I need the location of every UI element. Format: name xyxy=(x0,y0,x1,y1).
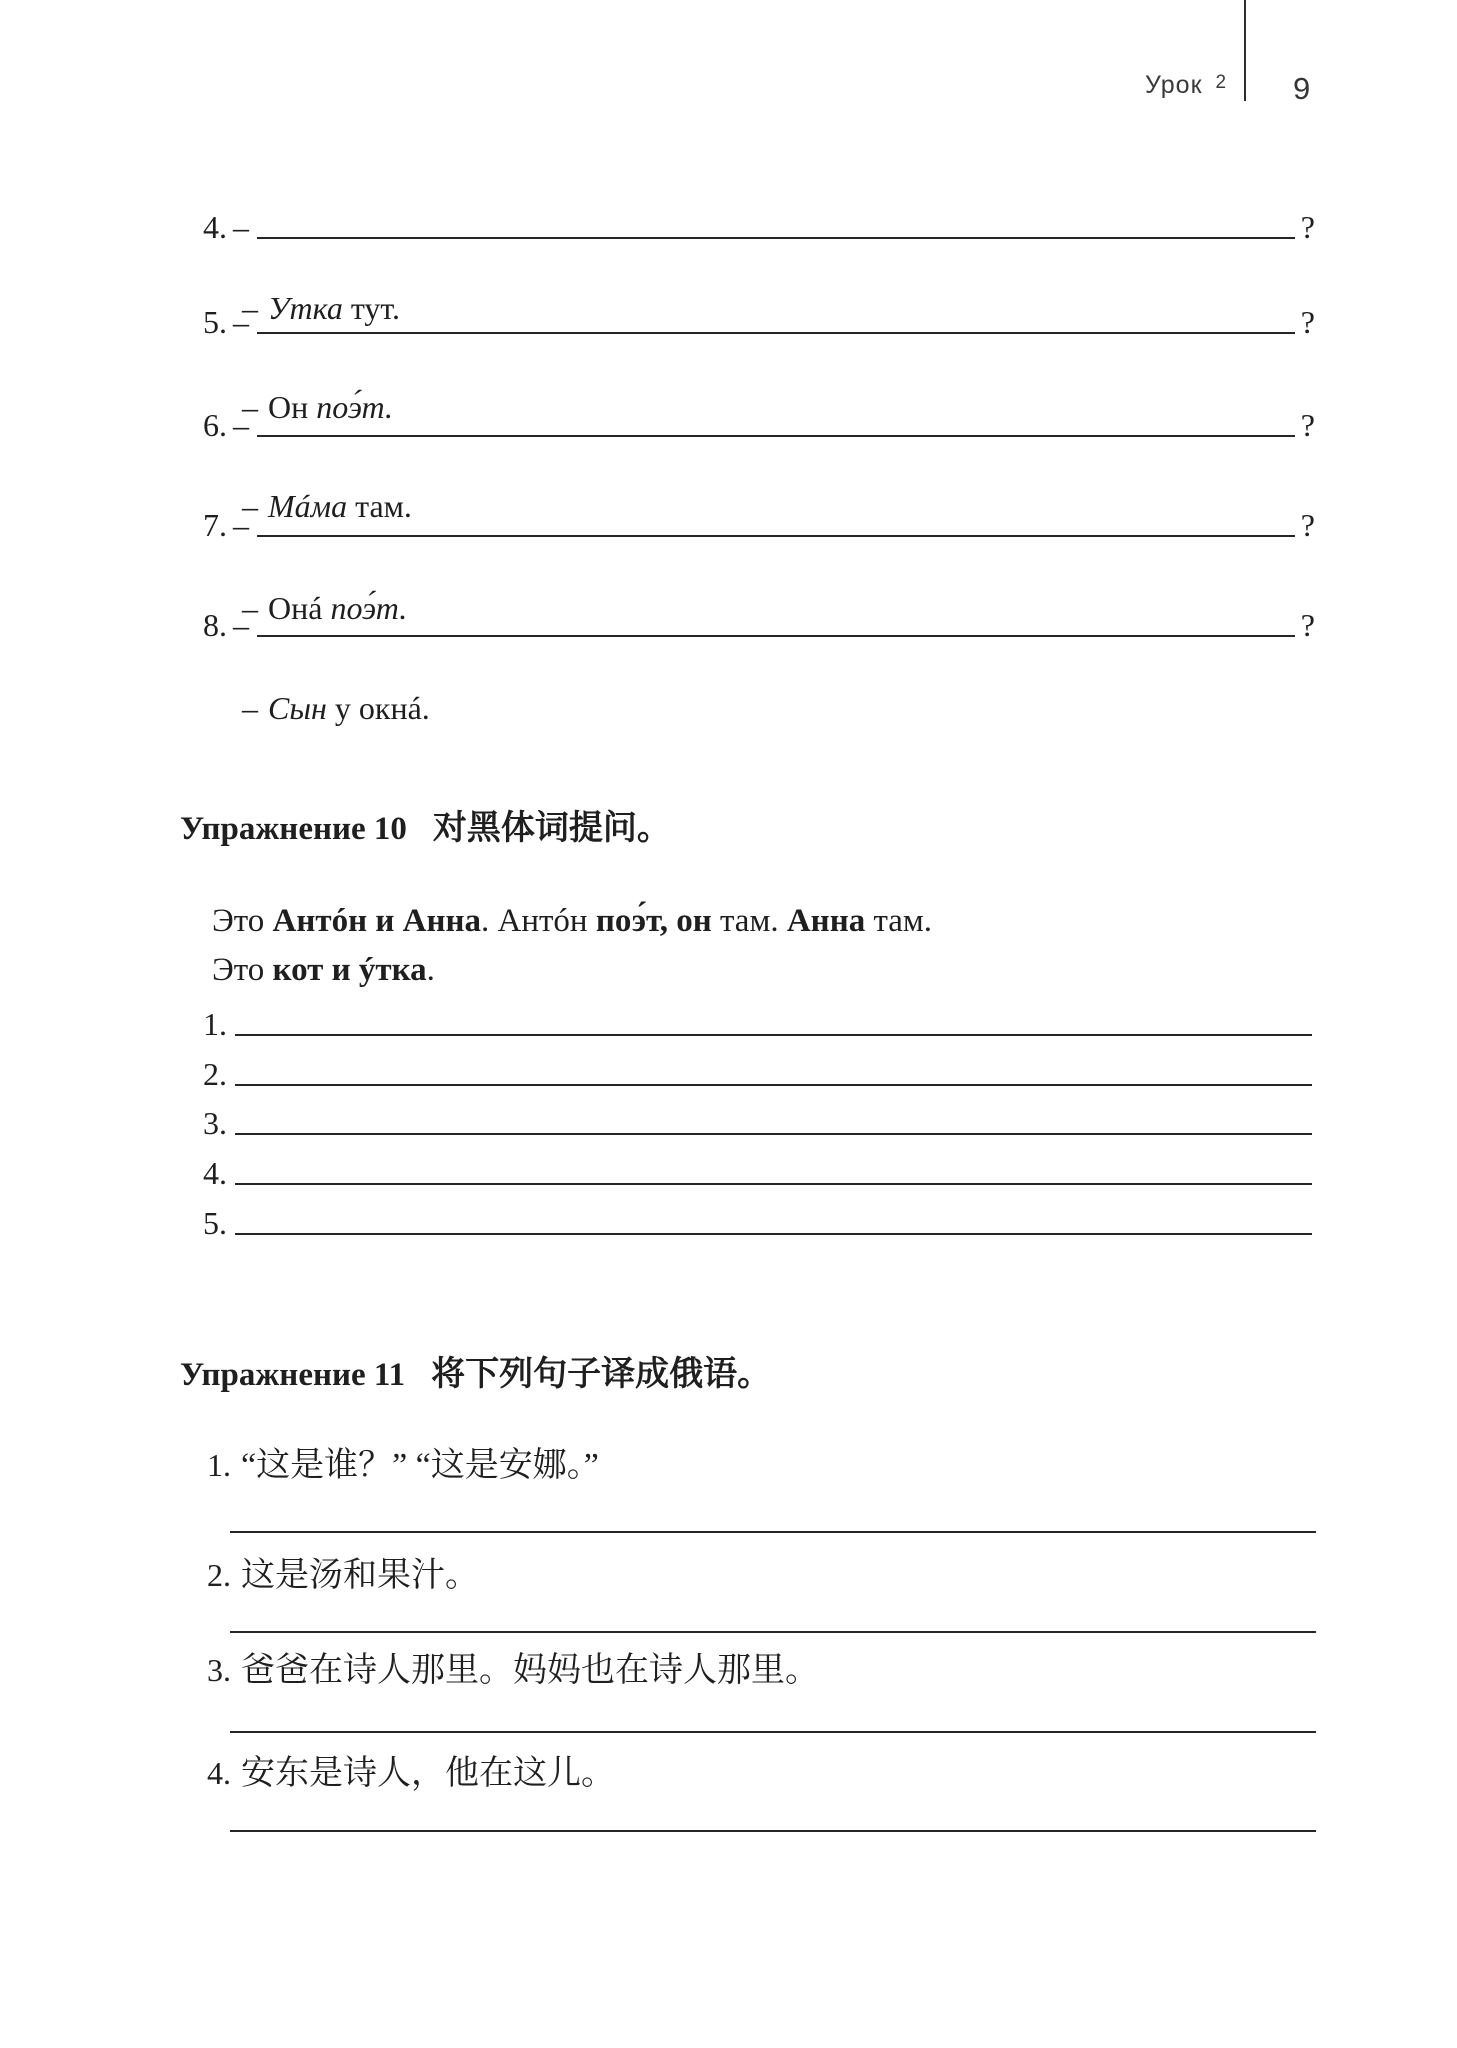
intro-text: . Антóн xyxy=(480,903,596,939)
item-number: 4. xyxy=(207,1755,231,1791)
dialogue-dash: – xyxy=(242,590,258,626)
item-number: 3. xyxy=(203,1105,227,1141)
answer-blank xyxy=(257,635,1295,637)
item-number: 8. xyxy=(203,607,227,643)
answer-row xyxy=(210,651,430,726)
numbered-blank-row xyxy=(203,1006,1316,1042)
dialogue-dash: – xyxy=(242,290,258,326)
intro-text: там. xyxy=(865,903,933,939)
question-mark: ? xyxy=(1300,507,1315,543)
translation-item xyxy=(207,1554,479,1596)
dialogue-dash: – xyxy=(233,304,249,340)
question-mark: ? xyxy=(1300,304,1315,340)
translation-item xyxy=(207,1649,819,1691)
lesson-number: 2 xyxy=(1215,72,1227,93)
answer-blank xyxy=(235,1183,1312,1185)
answer-blank xyxy=(230,1830,1316,1832)
dialogue-dash: – xyxy=(242,690,258,726)
answer-blank xyxy=(230,1631,1316,1633)
answer-row xyxy=(210,251,400,326)
header-divider xyxy=(1244,0,1246,101)
dialogue-dash: – xyxy=(233,607,249,643)
item-number: 5. xyxy=(203,304,227,340)
answer-text: поэ́т. xyxy=(316,389,393,425)
exercise10-heading xyxy=(180,800,671,847)
dialogue-dash: – xyxy=(242,389,258,425)
answer-text: Утка xyxy=(268,290,343,326)
question-blank-row xyxy=(203,507,1315,543)
item-number: 6. xyxy=(203,407,227,443)
sentence-text: 爸爸在诗人那里。妈妈也在诗人那里。 xyxy=(241,1652,819,1689)
sentence-text: 安东是诗人，他在这儿。 xyxy=(241,1755,615,1792)
answer-row xyxy=(210,449,412,524)
intro-text-bold: Анна xyxy=(786,903,866,939)
answer-text: Сын xyxy=(268,690,327,726)
translation-item xyxy=(207,1444,599,1486)
answer-row xyxy=(210,350,393,425)
dialogue-dash: – xyxy=(233,507,249,543)
intro-line xyxy=(212,901,932,941)
numbered-blank-row xyxy=(203,1056,1316,1092)
item-number: 7. xyxy=(203,507,227,543)
answer-text: Мáма xyxy=(268,488,348,524)
page-number: 9 xyxy=(1293,71,1311,106)
intro-text-bold: поэ́т, он xyxy=(595,903,712,939)
intro-text-bold: Антóн и Анна xyxy=(272,903,481,939)
answer-text: у окнá. xyxy=(326,690,430,726)
answer-blank xyxy=(257,435,1295,437)
answer-blank xyxy=(230,1731,1316,1733)
answer-text: там. xyxy=(347,488,412,524)
item-number: 2. xyxy=(207,1557,231,1593)
question-blank-row xyxy=(203,607,1315,643)
answer-row xyxy=(210,551,408,626)
item-number: 2. xyxy=(203,1056,227,1092)
dialogue-dash: – xyxy=(233,209,249,245)
exercise10-instruction: 对黑体词提问。 xyxy=(432,810,671,847)
answer-blank xyxy=(257,237,1295,239)
exercise11-title: Упражнение 11 xyxy=(180,1357,406,1393)
exercise10-title: Упражнение 10 xyxy=(180,811,407,847)
intro-line xyxy=(212,950,435,990)
item-number: 3. xyxy=(207,1652,231,1688)
item-number: 1. xyxy=(207,1447,231,1483)
numbered-blank-row xyxy=(203,1205,1316,1241)
intro-text-bold: кот и ýтка xyxy=(272,952,427,988)
exercise11-heading xyxy=(180,1346,772,1393)
question-mark: ? xyxy=(1300,407,1315,443)
dialogue-dash: – xyxy=(242,488,258,524)
question-blank-row xyxy=(203,209,1315,245)
answer-blank xyxy=(235,1233,1312,1235)
answer-text: Онá xyxy=(268,590,331,626)
question-blank-row xyxy=(203,304,1315,340)
intro-text: Это xyxy=(212,903,273,939)
translation-item xyxy=(207,1752,615,1794)
sentence-text: “这是谁？” “这是安娜。” xyxy=(241,1447,599,1484)
item-number: 1. xyxy=(203,1006,227,1042)
numbered-blank-row xyxy=(203,1155,1316,1191)
answer-blank xyxy=(235,1084,1312,1086)
intro-text: Это xyxy=(212,952,273,988)
exercise11-instruction: 将下列句子译成俄语。 xyxy=(431,1356,772,1393)
item-number: 4. xyxy=(203,209,227,245)
question-mark: ? xyxy=(1300,209,1315,245)
item-number: 4. xyxy=(203,1155,227,1191)
answer-blank xyxy=(257,535,1295,537)
intro-text: . xyxy=(426,952,435,988)
answer-text: Он xyxy=(268,389,317,425)
item-number: 5. xyxy=(203,1205,227,1241)
answer-text: поэ́т. xyxy=(330,590,408,626)
answer-text: тут. xyxy=(342,290,400,326)
lesson-label: Урок xyxy=(1145,71,1203,99)
dialogue-dash: – xyxy=(233,407,249,443)
sentence-text: 这是汤和果汁。 xyxy=(241,1557,479,1594)
answer-blank xyxy=(230,1531,1316,1533)
question-mark: ? xyxy=(1300,607,1315,643)
answer-blank xyxy=(235,1133,1312,1135)
answer-blank xyxy=(235,1034,1312,1036)
answer-blank xyxy=(257,332,1295,334)
header-lesson xyxy=(1145,71,1226,100)
numbered-blank-row xyxy=(203,1105,1316,1141)
intro-text: там. xyxy=(711,903,787,939)
question-blank-row xyxy=(203,407,1315,443)
